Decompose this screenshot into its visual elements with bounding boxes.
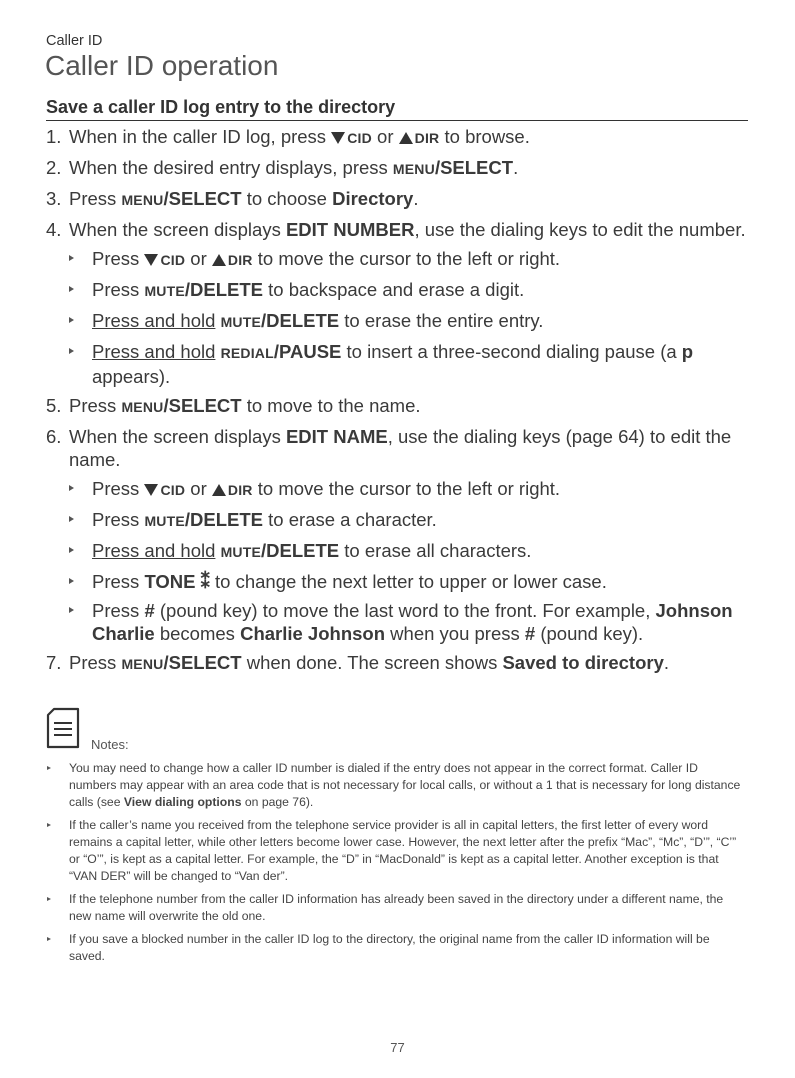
press-and-hold-text: Press and hold xyxy=(92,310,216,331)
step-text: When the screen displays xyxy=(69,426,286,447)
step-number: 5. xyxy=(46,395,62,416)
mute-key: MUTE xyxy=(220,314,262,330)
pound-key: # xyxy=(524,623,536,644)
step-5 xyxy=(46,394,746,419)
cid-key: CID xyxy=(160,482,186,498)
note-text: on page 76). xyxy=(241,795,314,809)
mute-key: MUTE xyxy=(144,513,185,529)
tone-key: TONE xyxy=(144,571,196,592)
menu-key: MENU xyxy=(121,656,164,672)
step-3 xyxy=(46,187,746,212)
steps-list xyxy=(46,125,746,682)
note-item xyxy=(46,891,746,925)
step-7 xyxy=(46,651,746,676)
notes-icon xyxy=(46,707,80,749)
bullet-icon xyxy=(69,286,74,292)
step-text: , use the dialing keys to edit the number. xyxy=(414,219,746,240)
note-item xyxy=(46,817,746,885)
step-text: when done. The screen shows xyxy=(241,652,503,673)
note-text: If the telephone number from the caller ID information has already been saved in the directory under a different name, the new name will overwrite the old one. xyxy=(69,892,724,923)
step-text: Press xyxy=(69,395,122,416)
bullet-icon xyxy=(69,578,74,584)
substeps xyxy=(69,247,746,388)
cid-key: CID xyxy=(160,252,186,268)
subheading: Save a caller ID log entry to the directory xyxy=(46,97,748,121)
step-text: . xyxy=(513,157,519,178)
substep-text: Press xyxy=(92,248,145,269)
up-arrow-icon xyxy=(212,484,226,496)
substep-text: to erase the entire entry. xyxy=(339,310,544,331)
menu-key: MENU xyxy=(392,161,435,177)
step-text: Press xyxy=(69,652,122,673)
substep xyxy=(69,599,746,645)
substep-text: to backspace and erase a digit. xyxy=(263,279,525,300)
example-name-2: Charlie Johnson xyxy=(240,623,386,644)
select-key: /SELECT xyxy=(434,157,514,178)
substep-text: Press xyxy=(92,571,145,592)
down-arrow-icon xyxy=(144,484,158,496)
step-text: When the desired entry displays, press xyxy=(69,157,393,178)
cid-key: CID xyxy=(347,130,372,146)
edit-name-label: EDIT NAME xyxy=(285,426,388,447)
bullet-icon xyxy=(69,516,74,522)
step-text: When in the caller ID log, press xyxy=(69,126,332,147)
substep xyxy=(69,477,746,502)
bullet-icon xyxy=(69,255,74,261)
bullet-icon xyxy=(47,823,51,827)
bullet-icon xyxy=(69,607,74,613)
substep xyxy=(69,508,746,533)
substep-text: (pound key) to move the last word to the front. For example, xyxy=(154,600,656,621)
step-2 xyxy=(46,156,746,181)
delete-key: /DELETE xyxy=(261,540,340,561)
substep-text: to move the cursor to the left or right. xyxy=(252,478,561,499)
section-label: Caller ID xyxy=(46,33,103,49)
step-text: to move to the name. xyxy=(241,395,421,416)
notes-label: Notes: xyxy=(91,737,129,752)
bullet-icon xyxy=(69,317,74,323)
substep-text: or xyxy=(185,478,212,499)
mute-key: MUTE xyxy=(144,283,185,299)
substep-text: or xyxy=(185,248,212,269)
substep xyxy=(69,309,746,334)
substep-text: to move the cursor to the left or right. xyxy=(252,248,561,269)
delete-key: /DELETE xyxy=(184,509,264,530)
delete-key: /DELETE xyxy=(261,310,340,331)
step-number: 4. xyxy=(46,219,62,240)
dir-key: DIR xyxy=(414,130,440,146)
bullet-icon xyxy=(69,547,74,553)
step-text: Press xyxy=(69,188,122,209)
substep xyxy=(69,340,746,388)
select-key: /SELECT xyxy=(163,652,242,673)
redial-key: REDIAL xyxy=(220,345,274,361)
note-item xyxy=(46,760,746,811)
step-number: 6. xyxy=(46,426,62,447)
press-and-hold-text: Press and hold xyxy=(92,341,216,362)
substep-text: when you press xyxy=(385,623,525,644)
step-number: 1. xyxy=(46,126,62,147)
note-text: You may need to change how a caller ID number is dialed if the entry does not appear in the correct format. Caller ID numbers may appear with an area code that is not necessary for local calls, or without a 1 that is necessary for long distance calls (see xyxy=(69,761,741,809)
substep-text: to change the next letter to upper or lower case. xyxy=(209,571,607,592)
substep-text: to erase all characters. xyxy=(339,540,532,561)
select-key: /SELECT xyxy=(163,188,242,209)
step-number: 2. xyxy=(46,157,62,178)
bullet-icon xyxy=(47,937,51,941)
substep-text: Press xyxy=(92,509,145,530)
bullet-icon xyxy=(47,766,51,770)
select-key: /SELECT xyxy=(163,395,242,416)
step-1 xyxy=(46,125,746,150)
page-title: Caller ID operation xyxy=(45,50,279,81)
directory-label: Directory xyxy=(332,188,414,209)
step-number: 3. xyxy=(46,188,62,209)
pause-p: p xyxy=(681,341,694,362)
down-arrow-icon xyxy=(144,254,158,266)
press-and-hold-text: Press and hold xyxy=(92,540,216,561)
step-text: or xyxy=(371,126,399,147)
menu-key: MENU xyxy=(121,192,164,208)
pause-key: /PAUSE xyxy=(273,341,342,362)
step-text: When the screen displays xyxy=(69,219,286,240)
step-6 xyxy=(46,425,746,645)
view-dialing-options-ref: View dialing options xyxy=(123,795,242,809)
step-4 xyxy=(46,218,746,388)
step-text: . xyxy=(663,652,670,673)
down-arrow-icon xyxy=(331,132,345,144)
page-number: 77 xyxy=(390,1040,405,1055)
note-text: If the caller’s name you received from the telephone service provider is all in capital letters, the first letter of every word remains a capital letter, while other letters become lower case. However, the next letter after the prefix “Mac”, “Mc”, “D’”, “C’” or “O’”, is kept as a capital letter. For example, the “D” in “MacDonald” is kept as a capital letter. Another exception is that “VAN DER” will be changed to “Van der”. xyxy=(69,818,737,883)
substep xyxy=(69,247,746,272)
substep xyxy=(69,539,746,564)
saved-label: Saved to directory xyxy=(502,652,664,673)
bullet-icon xyxy=(47,897,51,901)
substep-text: to erase a character. xyxy=(263,509,437,530)
edit-number-label: EDIT NUMBER xyxy=(285,219,415,240)
substep-text: appears). xyxy=(92,366,171,387)
step-text: , use the dialing keys (page 64) to edit the name. xyxy=(69,426,732,470)
up-arrow-icon xyxy=(212,254,226,266)
note-text: If you save a blocked number in the caller ID log to the directory, the original name from the caller ID information will be saved. xyxy=(69,932,710,963)
substeps xyxy=(69,477,746,645)
bullet-icon xyxy=(69,348,74,354)
menu-key: MENU xyxy=(121,399,164,415)
bullet-icon xyxy=(69,485,74,491)
step-text: to browse. xyxy=(439,126,530,147)
substep-text: becomes xyxy=(154,623,241,644)
pound-key: # xyxy=(144,600,155,621)
substep-text: Press xyxy=(92,600,145,621)
substep xyxy=(69,570,746,593)
substep xyxy=(69,278,746,303)
substep-text: to insert a three-second dialing pause (a xyxy=(341,341,682,362)
mute-key: MUTE xyxy=(220,544,262,560)
substep-text: Press xyxy=(92,279,145,300)
example-name-1: Johnson Charlie xyxy=(92,600,733,644)
substep-text: Press xyxy=(92,478,145,499)
step-text: . xyxy=(413,188,419,209)
dir-key: DIR xyxy=(227,482,253,498)
step-text: to choose xyxy=(241,188,333,209)
dir-key: DIR xyxy=(227,252,253,268)
delete-key: /DELETE xyxy=(184,279,264,300)
up-arrow-icon xyxy=(399,132,413,144)
substep-text: (pound key). xyxy=(535,623,644,644)
step-number: 7. xyxy=(46,652,62,673)
tone-star-icon: ⁑ xyxy=(200,571,210,592)
notes-list xyxy=(46,760,746,971)
note-item xyxy=(46,931,746,965)
